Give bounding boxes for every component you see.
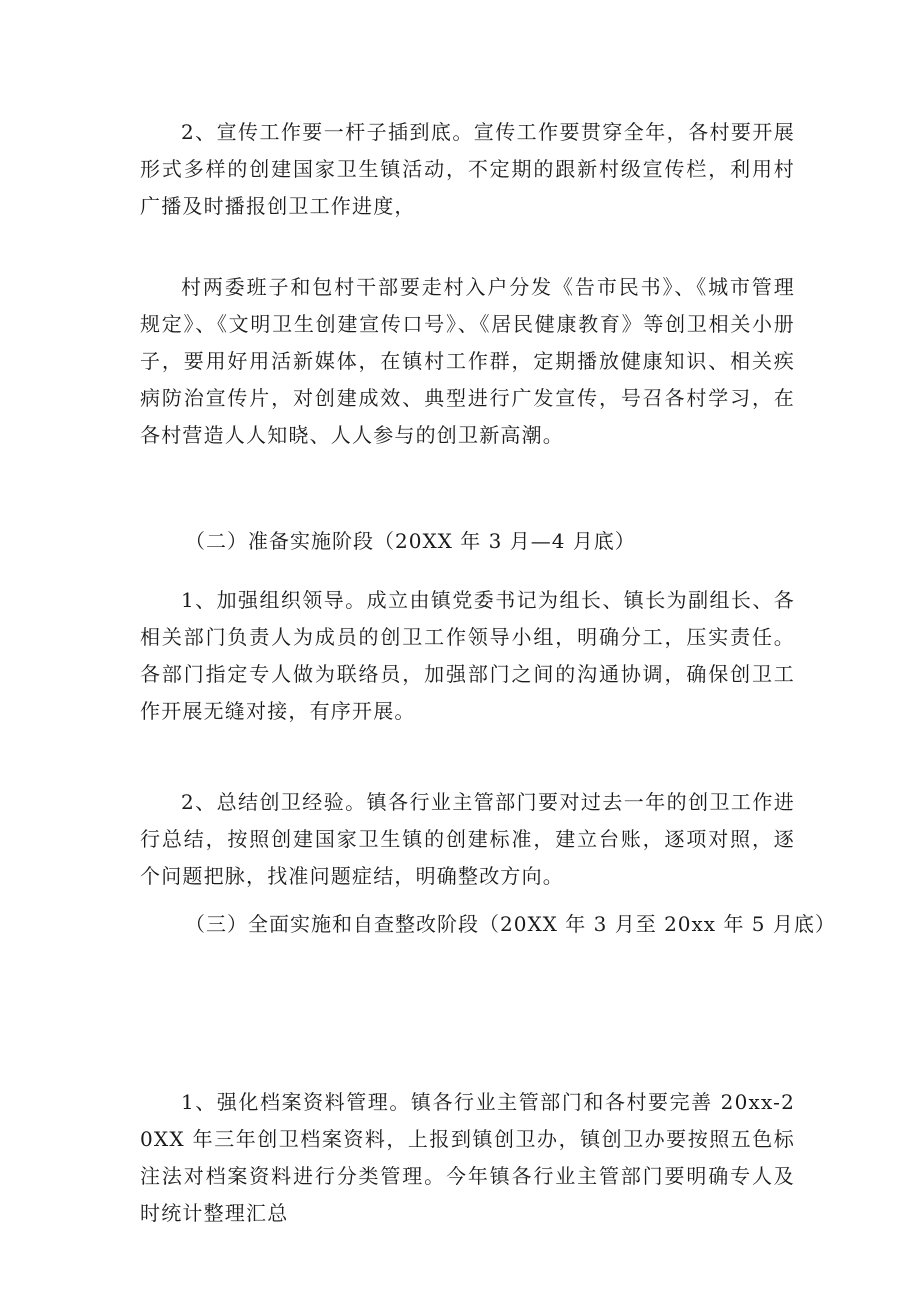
paragraph-publicity-work: 2、宣传工作要一杆子插到底。宣传工作要贯穿全年，各村要开展形式多样的创建国家卫生镇活动，不定期的跟新村级宣传栏，利用村广播及时播报创卫工作进度， xyxy=(140,120,795,218)
paragraph-archive-management: 1、强化档案资料管理。镇各行业主管部门和各村要完善 20xx-20XX 年三年创卫档案资料，上报到镇创卫办，镇创卫办要按照五色标注法对档案资料进行分类管理。今年镇各行业主管部门要明确专人及时统计整理汇总 xyxy=(140,1090,795,1225)
section-heading-implementation-stage: （三）全面实施和自查整改阶段（20XX 年 3 月至 20xx 年 5 月底） xyxy=(185,912,836,936)
section-heading-preparation-stage: （二）准备实施阶段（20XX 年 3 月—4 月底） xyxy=(185,529,636,553)
paragraph-organization-leadership: 1、加强组织领导。成立由镇党委书记为组长、镇长为副组长、各相关部门负责人为成员的创卫工作领导小组，明确分工，压实责任。各部门指定专人做为联络员，加强部门之间的沟通协调，确保创卫工作开展无缝对接，有序开展。 xyxy=(140,588,795,723)
paragraph-village-distribution: 村两委班子和包村干部要走村入户分发《告市民书》、《城市管理规定》、《文明卫生创建宣传口号》、《居民健康教育》等创卫相关小册子，要用好用活新媒体，在镇村工作群，定期播放健康知识、相关疾病防治宣传片，对创建成效、典型进行广发宣传，号召各村学习，在各村营造人人知晓、人人参与的创卫新高潮。 xyxy=(140,275,795,447)
paragraph-summarize-experience: 2、总结创卫经验。镇各行业主管部门要对过去一年的创卫工作进行总结，按照创建国家卫生镇的创建标准，建立台账，逐项对照，逐个问题把脉，找准问题症结，明确整改方向。 xyxy=(140,790,795,888)
